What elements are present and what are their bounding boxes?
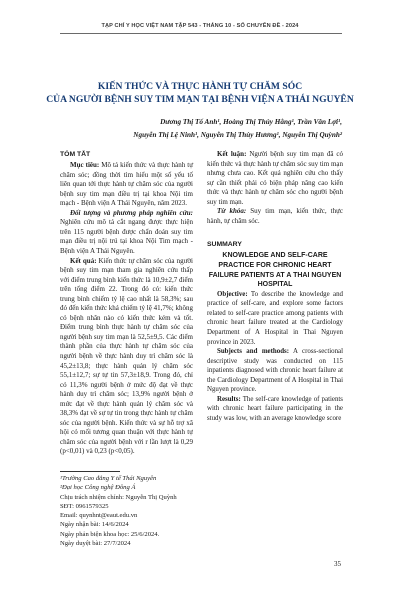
date-reviewed: Ngày phản biện khoa học: 25/6/2024. bbox=[60, 530, 160, 538]
journal-header: TẠP CHÍ Y HỌC VIỆT NAM TẬP 543 - THÁNG 10 - SỐ CHUYÊN ĐỀ - 2024 bbox=[101, 23, 299, 29]
right-column bbox=[207, 150, 343, 423]
vietnamese-abstract bbox=[60, 150, 193, 474]
article-title-line-2: CỦA NGƯỜI BỆNH SUY TIM MẠN TẠI BỆNH VIỆN A THÁI NGUYÊN bbox=[46, 94, 354, 105]
affiliation-1: ¹Trường Cao đẳng Y tế Thái Nguyên bbox=[60, 475, 157, 482]
header-rule bbox=[60, 33, 342, 34]
objective-paragraph-vi: Mục tiêu: Mô tả kiến thức và thực hành tự chăm sóc; đồng thời tìm hiểu một số yếu tố liên quan tới thực hành tự chăm sóc của người bệnh suy tim mạn điều trị tại khoa Nội tim mạch - Bệnh viện A Thái Nguyên, năm 2023. bbox=[60, 161, 193, 208]
english-title: KNOWLEDGE AND SELF-CARE PRACTICE FOR CHRONIC HEART FAILURE PATIENTS AT A THAI NGUYEN HOSPITAL bbox=[208, 252, 342, 289]
date-received: Ngày nhận bài: 14/6/2024 bbox=[60, 521, 129, 529]
footnotes bbox=[60, 474, 195, 548]
authors-line-1: Dương Thị Tố Anh¹, Hoàng Thị Thúy Hằng¹, Trần Văn Lợi¹, bbox=[160, 118, 342, 126]
objective-paragraph-en: Objective: To describe the knowledge and practice of self-care, and explore some factors related to self-care practice among patients with chronic heart failure treated at the Cardiology Department of A Hospital in Thai Nguyen province in 2023. bbox=[207, 290, 343, 346]
methods-paragraph-vi: Đối tượng và phương pháp nghiên cứu: Nghiên cứu mô tả cắt ngang được thực hiện trên 115 người bệnh được chẩn đoán suy tim mạn điều trị nội trú tại khoa Nội Tim mạch - Bệnh viện A Thái Nguyên. bbox=[60, 208, 193, 255]
conclusion-paragraph-vi: Kết luận: Người bệnh suy tim mạn đã có kiến thức và thực hành tự chăm sóc suy tim mạn nhưng chưa cao. Kết quả nghiên cứu cho thấy sự cần thiết phải có biện pháp nâng cao kiến thức và thực hành tự chăm sóc cho người bệnh suy tim mạn. bbox=[207, 150, 343, 206]
abstract-heading-en: SUMMARY bbox=[207, 241, 242, 249]
results-paragraph-vi: Kết quả: Kiến thức tự chăm sóc của người bệnh suy tim mạn tham gia nghiên cứu thấp với điểm trung bình kiến thức là 10,9±2,7 điểm trên tổng điểm 22. Trong đó có: kiến thức trung bình chiếm tỷ lệ cao nhất là 58,3%; sau đó đến kiến thức khá chiếm tỷ lệ 41,7%; không có bệnh nhân nào có kiến thức kém và tốt. Điểm trung bình thực hành tự chăm sóc của người bệnh suy tim mạn là 52,5±9,5. Các điểm thành phần của thực hành tự chăm sóc của người bệnh về thực hành duy trì chăm sóc là 45,2±13,8; thực hành quản lý chăm sóc 55,1±12,7; sự tự tin 57,3±18,9. Trong đó, chỉ có 11,3% người bệnh ở mức độ đạt về thực hành duy trì chăm sóc; 13,9% người bệnh ở mức đạt về thực hành quản lý chăm sóc và 38,3% đạt về sự tự tin trong thực hành tự chăm sóc của người bệnh. Kiến thức và sự hỗ trợ xã hội có mối tương quan thuận với thực hành tự chăm sóc của người bệnh với r lần lượt là 0,29 (p<0,01) và 0,23 (p<0,05). bbox=[60, 256, 193, 456]
email[interactable]: Email: quynhnt@eaut.edu.vn bbox=[60, 512, 138, 520]
corresponding-author: Chịu trách nhiệm chính: Nguyễn Thị Quỳnh bbox=[60, 493, 177, 501]
page-number: 35 bbox=[334, 560, 341, 568]
authors-line-2: Nguyễn Thị Lệ Ninh¹, Nguyễn Thị Thùy Hương¹, Nguyễn Thị Quỳnh² bbox=[133, 131, 342, 139]
keywords-paragraph-vi: Từ khóa: Suy tim mạn, kiến thức, thực hành, tự chăm sóc. bbox=[207, 207, 343, 225]
abstract-heading-vi: TÓM TẮT bbox=[60, 151, 91, 158]
footnote-rule bbox=[60, 471, 120, 472]
phone: SĐT: 0961579325 bbox=[60, 502, 109, 510]
date-accepted: Ngày duyệt bài: 27/7/2024 bbox=[60, 540, 131, 548]
affiliation-2: ²Đại học Công nghệ Đông Á bbox=[60, 484, 136, 492]
methods-paragraph-en: Subjects and methods: A cross-sectional descriptive study was conducted on 115 inpatients diagnosed with chronic heart failure at the Cardiology Department of A Hospital in Thai Nguyen province. bbox=[207, 348, 344, 394]
results-paragraph-en: Results: The self-care knowledge of patients with chronic heart failure participating in the study was low, with an average knowledge score bbox=[207, 395, 343, 422]
article-title-line-1: KIẾN THỨC VÀ THỰC HÀNH TỰ CHĂM SÓC bbox=[97, 81, 303, 92]
